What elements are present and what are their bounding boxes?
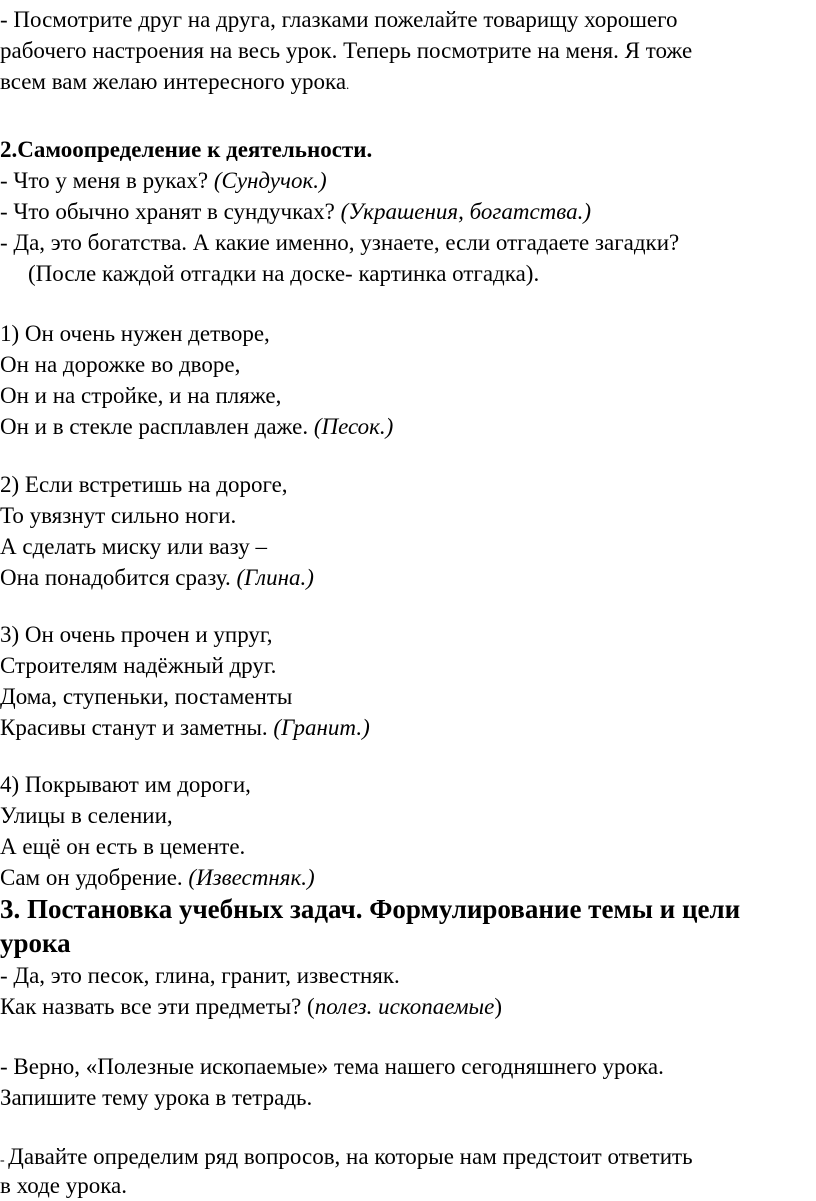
riddle-2-line-4: [0, 562, 314, 593]
riddle-2-answer: (Глина.): [236, 565, 314, 590]
riddle-2-line-2: То увязнут сильно ноги.: [0, 503, 237, 528]
section-3-paragraph-2-close: ): [494, 994, 502, 1019]
riddle-1-line-4: [0, 411, 393, 442]
riddle-2-line-3: А сделать миску или вазу –: [0, 534, 267, 559]
section-3-paragraph-6: в ходе урока.: [0, 1173, 128, 1198]
riddle-4-line-1: 4) Покрывают им дороги,: [0, 772, 251, 797]
riddle-3-answer: (Гранит.): [273, 715, 370, 740]
riddle-3-line-4: [0, 712, 370, 743]
section-3-heading-line-1: 3. Постановка учебных задач. Формулирование темы и цели: [0, 894, 741, 924]
section-3-paragraph-4: Запишите тему урока в тетрадь.: [0, 1085, 313, 1110]
riddle-4-answer: (Известняк.): [188, 865, 315, 890]
section-3-paragraph-2-text: Как назвать все эти предметы? (: [0, 994, 315, 1019]
question-2-answer: (Украшения, богатства.): [340, 199, 592, 224]
riddle-4-line-4: [0, 862, 315, 893]
riddle-1-line-2: Он на дорожке во дворе,: [0, 352, 241, 377]
question-2: [0, 196, 591, 227]
intro-line-3-period: .: [346, 77, 350, 92]
section-3-paragraph-2: [0, 991, 502, 1022]
question-1: [0, 165, 327, 196]
intro-line-2: рабочего настроения на весь урок. Теперь посмотрите на меня. Я тоже: [0, 38, 693, 63]
riddle-3-line-3: Дома, ступеньки, постаменты: [0, 684, 293, 709]
question-3: - Да, это богатства. А какие именно, узнаете, если отгадаете загадки?: [0, 230, 680, 255]
section-2-heading: 2.Самоопределение к деятельности.: [0, 137, 373, 162]
section-3-answer: полез. ископаемые: [314, 994, 495, 1019]
riddle-3-line-1: 3) Он очень прочен и упруг,: [0, 622, 273, 647]
question-2-text: - Что обычно хранят в сундучках?: [0, 199, 341, 224]
question-1-text: - Что у меня в руках?: [0, 168, 214, 193]
riddle-1-answer: (Песок.): [313, 414, 394, 439]
section-3-paragraph-3: - Верно, «Полезные ископаемые» тема нашего сегодняшнего урока.: [0, 1054, 664, 1079]
intro-line-3: [0, 66, 349, 100]
riddle-2-line-4-text: Она понадобится сразу.: [0, 565, 237, 590]
riddle-4-line-3: А ещё он есть в цементе.: [0, 834, 246, 859]
question-1-answer: (Сундучок.): [213, 168, 327, 193]
teacher-note: (После каждой отгадки на доске- картинка отгадка).: [28, 261, 540, 286]
intro-line-1: - Посмотрите друг на друга, глазками пожелайте товарищу хорошего: [0, 7, 678, 32]
section-3-paragraph-1: - Да, это песок, глина, гранит, известняк.: [0, 963, 400, 988]
riddle-2-line-1: 2) Если встретишь на дороге,: [0, 472, 288, 497]
intro-line-3-text: всем вам желаю интересного урока: [0, 69, 347, 94]
riddle-1-line-3: Он и на стройке, и на пляже,: [0, 383, 282, 408]
section-3-paragraph-5-text: Давайте определим ряд вопросов, на которые нам предстоит ответить: [8, 1144, 693, 1169]
riddle-1-line-1: 1) Он очень нужен детворе,: [0, 321, 270, 346]
section-3-paragraph-5-dash: -: [0, 1153, 9, 1168]
riddle-4-line-2: Улицы в селении,: [0, 803, 173, 828]
riddle-1-line-4-text: Он и в стекле расплавлен даже.: [0, 414, 314, 439]
section-3-heading-line-2: урока: [0, 928, 71, 958]
riddle-4-line-4-text: Сам он удобрение.: [0, 865, 189, 890]
riddle-3-line-2: Строителям надёжный друг.: [0, 653, 277, 678]
riddle-3-line-4-text: Красивы станут и заметны.: [0, 715, 274, 740]
